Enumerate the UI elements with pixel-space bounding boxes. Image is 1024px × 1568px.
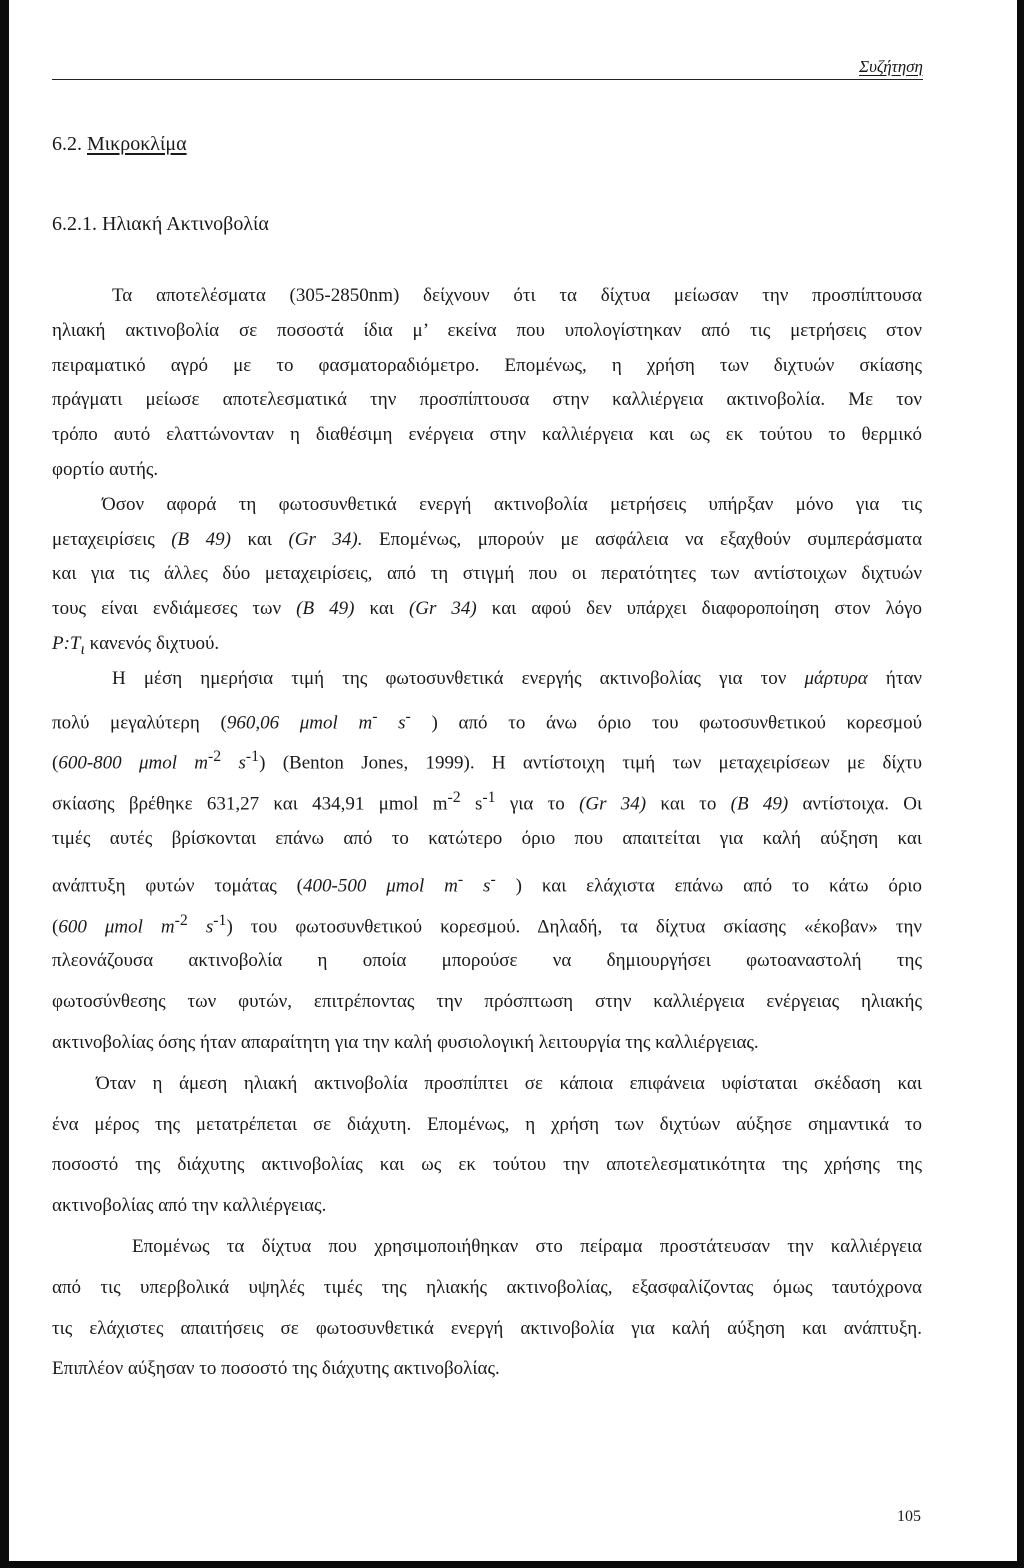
text-line <box>52 592 922 627</box>
text-line: Επομένως τα δίχτυα που χρησιμοποιήθηκαν στο πείραμα προστάτευσαν την καλλιέργεια <box>132 1235 922 1257</box>
text-span: ( <box>52 915 59 937</box>
text-line <box>52 901 922 942</box>
treatment-label: (Gr 34) <box>408 598 477 620</box>
text-line: τις ελάχιστες απαιτήσεις σε φωτοσυνθετικά ενεργή ακτινοβολία για καλή αύξηση και ανάπτυξη. <box>52 1317 922 1339</box>
text-span: τους είναι ενδιάμεσες των <box>52 598 282 620</box>
emphasis: μάρτυρα <box>804 667 868 689</box>
text-span: Επομένως, μπορούν με ασφάλεια να εξαχθούν συμπεράσματα <box>378 528 923 550</box>
text-line: και για τις άλλες δύο μεταχειρίσεις, από τη στιγμή που οι περατότητες των αντίστοιχων διχτυών <box>52 563 922 585</box>
text-span: για το <box>509 793 565 815</box>
text-line: Όταν η άμεση ηλιακή ακτινοβολία προσπίπτει σε κάποια επιφάνεια υφίσταται σκέδαση και <box>96 1072 922 1094</box>
superscript: -1 <box>213 911 227 929</box>
text-span: πολύ μεγαλύτερη ( <box>52 711 227 733</box>
section-number: 6.2. <box>52 133 82 155</box>
text-line <box>52 778 922 819</box>
text-line: Τα αποτελέσματα (305-2850nm) δείχνουν ότι τα δίχτυα μείωσαν την προσπίπτουσα <box>112 285 922 306</box>
ratio-symbol: P:T <box>52 632 81 654</box>
ratio-subscript: ι <box>80 640 85 658</box>
text-line: πράγματι μείωσε αποτελεσματικά την προσπίπτουσα στην καλλιέργεια ακτινοβολία. Με τον <box>52 389 922 411</box>
text-span: ήταν <box>885 667 923 689</box>
text-span: και το <box>660 793 717 815</box>
text-line <box>52 860 922 901</box>
running-head: Συζήτηση <box>858 57 923 76</box>
text-line: ένα μέρος της μετατρέπεται σε διάχυτη. Επομένως, η χρήση των διχτύων αύξησε σημαντικά το <box>52 1113 922 1135</box>
superscript: -1 <box>482 789 496 807</box>
text-line <box>52 523 922 558</box>
scan-border-left <box>0 0 9 1568</box>
text-line: πειραματικό αγρό με το φασματοραδιόμετρο. Επομένως, η χρήση των διχτυών σκίασης <box>52 354 922 376</box>
text-line <box>52 662 922 697</box>
scan-border-bottom <box>0 1561 1024 1568</box>
header-rule <box>52 79 923 80</box>
superscript: -1 <box>245 748 260 766</box>
treatment-label: (Β 49) <box>296 598 355 620</box>
text-span: αντίστοιχα. Οι <box>802 793 923 815</box>
superscript: -2 <box>208 748 222 766</box>
text-span: σκίασης βρέθηκε 631,27 και 434,91 μmol m <box>52 793 448 815</box>
subsection-number: 6.2.1. <box>52 213 97 235</box>
text-span: ( <box>52 752 59 774</box>
superscript: - <box>405 707 411 725</box>
unit: s <box>238 752 246 774</box>
text-line: Επιπλέον αύξησαν το ποσοστό της διάχυτης ακτινοβολίας. <box>52 1358 500 1380</box>
text-line <box>52 627 922 662</box>
subsection-title: Ηλιακή Ακτινοβολία <box>102 213 269 235</box>
superscript: - <box>490 870 496 888</box>
text-span: ) του φωτοσυνθετικού κορεσμού. Δηλαδή, τα δίχτυα σκίασης «έκοβαν» την <box>226 915 923 937</box>
text-line: πλεονάζουσα ακτινοβολία η οποία μπορούσε να δημιουργήσει φωτοαναστολή της <box>52 950 922 972</box>
superscript: -2 <box>447 789 461 807</box>
text-span: s <box>474 793 483 815</box>
superscript: - <box>372 707 378 725</box>
text-span: κανενός διχτυού. <box>89 632 220 654</box>
text-span: ) από το άνω όριο του φωτοσυνθετικού κορεσμού <box>431 711 923 733</box>
unit-value: 600 μmol m <box>58 915 175 937</box>
text-span: και αφού δεν υπάρχει διαφοροποίηση στον λόγο <box>491 598 923 620</box>
text-span: ) και ελάχιστα επάνω από το κάτω όριο <box>515 875 923 897</box>
scan-border-right <box>1017 0 1024 1568</box>
text-line <box>52 737 922 778</box>
treatment-label: (Gr 34). <box>288 528 363 550</box>
text-span: ) (Benton Jones, 1999). Η αντίστοιχη τιμή των μεταχειρίσεων με δίχτυ <box>259 752 922 774</box>
text-line <box>52 697 922 738</box>
unit: s <box>205 915 214 937</box>
superscript: - <box>457 870 464 888</box>
treatment-label: (Gr 34) <box>579 793 647 815</box>
unit-value: 960,06 μmol m <box>226 711 373 733</box>
treatment-label: (Β 49) <box>171 528 231 550</box>
text-line: ηλιακή ακτινοβολία σε ποσοστά ίδια μ’ εκείνα που υπολογίστηκαν από τις μετρήσεις στον <box>52 319 922 341</box>
text-line: φορτίο αυτής. <box>52 458 159 480</box>
section-title: Μικροκλίμα <box>87 133 187 155</box>
text-span: ανάπτυξη φυτών τομάτας ( <box>52 875 304 897</box>
unit-value: 400-500 μmol m <box>303 875 458 897</box>
text-line: Όσον αφορά τη φωτοσυνθετικά ενεργή ακτινοβολία μετρήσεις υπήρξαν μόνο για τις <box>102 493 922 515</box>
unit-value: 600-800 μmol m <box>58 752 209 774</box>
body-text <box>52 279 922 1390</box>
text-span: και <box>247 528 272 550</box>
text-line: φωτοσύνθεσης των φυτών, επιτρέποντας την πρόσπτωση στην καλλιέργεια ενέργειας ηλιακής <box>52 991 922 1013</box>
text-line: από τις υπερβολικά υψηλές τιμές της ηλιακής ακτινοβολίας, εξασφαλίζοντας όμως ταυτόχρονα <box>52 1276 922 1298</box>
text-span: μεταχειρίσεις <box>52 528 155 550</box>
treatment-label: (Β 49) <box>730 793 789 815</box>
text-span: και <box>369 598 394 620</box>
subsection-heading <box>52 213 269 236</box>
text-line: ποσοστό της διάχυτης ακτινοβολίας και ως εκ τούτου την αποτελεσματικότητα της χρήσης της <box>52 1154 922 1176</box>
page-number: 105 <box>897 1508 921 1525</box>
unit: s <box>483 875 491 897</box>
text-line: ακτινοβολίας από την καλλιέργειας. <box>52 1195 327 1217</box>
text-line: τρόπο αυτό ελαττώνονταν η διαθέσιμη ενέργεια στην καλλιέργεια και ως εκ τούτου το θερμικό <box>52 424 922 446</box>
text-line: ακτινοβολίας όσης ήταν απαραίτητη για την καλή φυσιολογική λειτουργία της καλλιέργειας. <box>52 1031 759 1053</box>
text-span: Η μέση ημερήσια τιμή της φωτοσυνθετικά ενεργής ακτινοβολίας για τον <box>112 667 787 689</box>
section-heading <box>52 133 187 156</box>
text-line: τιμές αυτές βρίσκονται επάνω από το κατώτερο όριο που απαιτείται για καλή αύξηση και <box>52 827 922 849</box>
unit: s <box>398 711 406 733</box>
superscript: -2 <box>174 911 188 929</box>
